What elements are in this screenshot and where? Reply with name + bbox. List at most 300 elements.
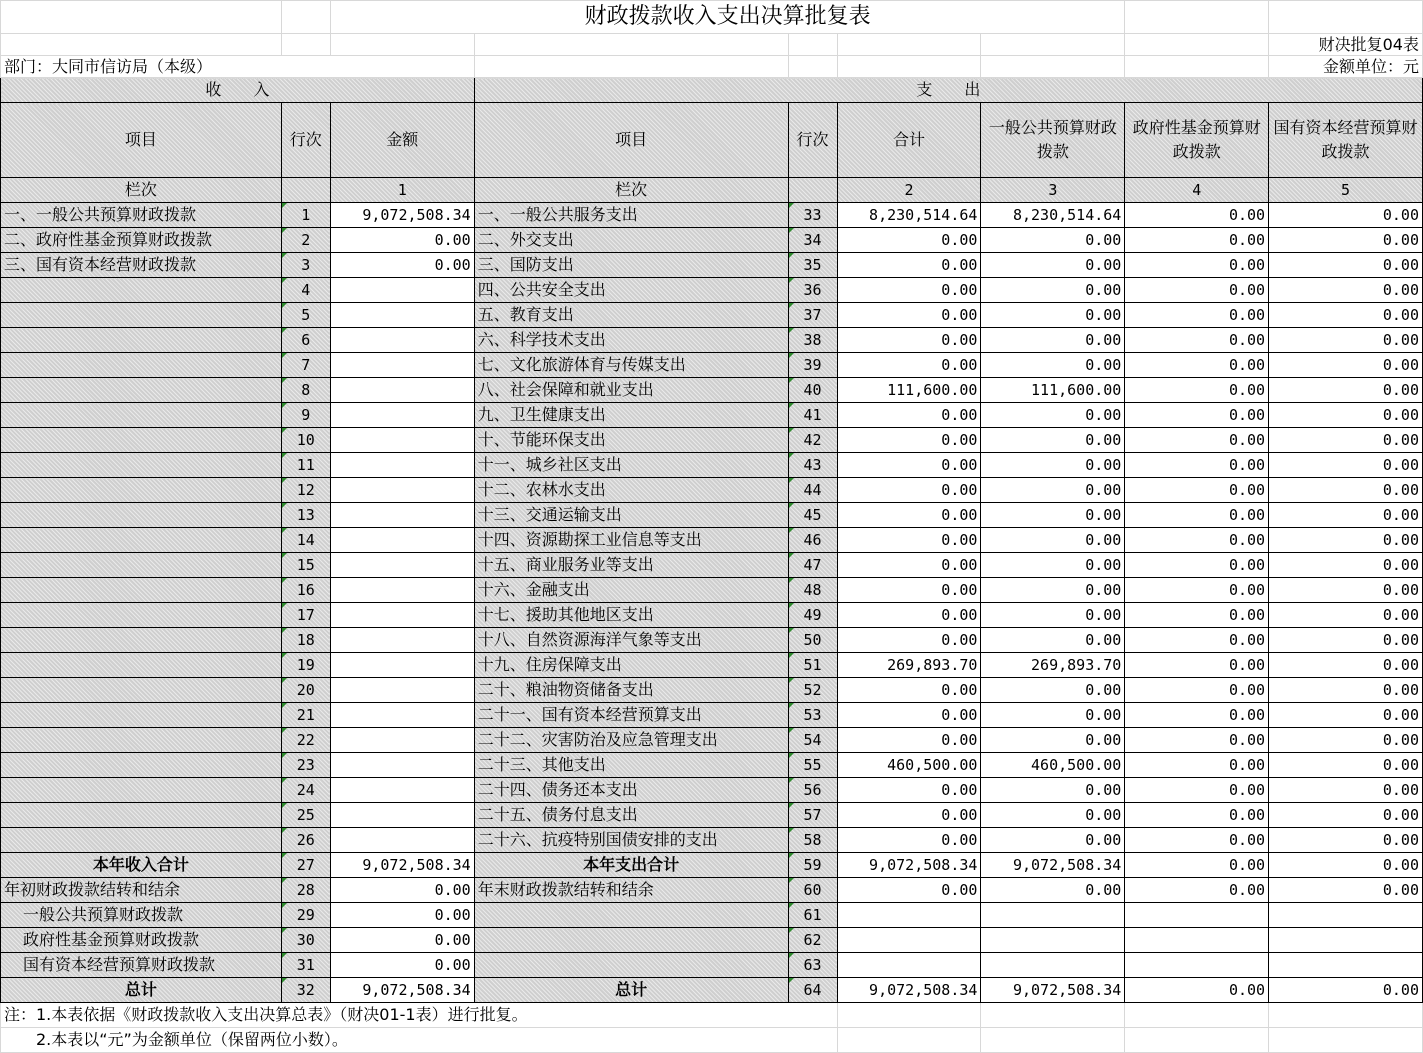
expense-item-cell[interactable]: 五、教育支出: [474, 303, 788, 328]
fund-cell[interactable]: 0.00: [1125, 478, 1269, 503]
general-cell[interactable]: 0.00: [981, 428, 1125, 453]
income-row-no-cell[interactable]: 6: [281, 328, 330, 353]
income-amount-cell[interactable]: 0.00: [330, 928, 474, 953]
income-row-no-cell[interactable]: 19: [281, 653, 330, 678]
total-cell[interactable]: 0.00: [837, 503, 981, 528]
capital-cell[interactable]: 0.00: [1269, 378, 1423, 403]
general-cell[interactable]: 0.00: [981, 703, 1125, 728]
income-amount-cell[interactable]: [330, 603, 474, 628]
general-cell[interactable]: [981, 903, 1125, 928]
fund-cell[interactable]: 0.00: [1125, 678, 1269, 703]
expense-row-no-cell[interactable]: 57: [788, 803, 837, 828]
general-cell[interactable]: 0.00: [981, 528, 1125, 553]
income-amount-cell[interactable]: [330, 303, 474, 328]
capital-cell[interactable]: 0.00: [1269, 653, 1423, 678]
expense-row-no-cell[interactable]: 60: [788, 878, 837, 903]
expense-item-cell[interactable]: 九、卫生健康支出: [474, 403, 788, 428]
balance-sub-item[interactable]: 国有资本经营预算财政拨款: [1, 953, 282, 978]
total-cell[interactable]: 0.00: [837, 328, 981, 353]
income-row-no-cell[interactable]: 7: [281, 353, 330, 378]
income-row-no-cell[interactable]: 10: [281, 428, 330, 453]
income-item-cell[interactable]: [1, 678, 282, 703]
income-row-no-cell[interactable]: 3: [281, 253, 330, 278]
capital-cell[interactable]: 0.00: [1269, 328, 1423, 353]
income-row-no-cell[interactable]: 20: [281, 678, 330, 703]
capital-cell[interactable]: 0.00: [1269, 803, 1423, 828]
capital-cell[interactable]: 0.00: [1269, 403, 1423, 428]
general-cell[interactable]: [981, 928, 1125, 953]
total-cell[interactable]: 0.00: [837, 353, 981, 378]
fund-cell[interactable]: 0.00: [1125, 253, 1269, 278]
total-cell[interactable]: 0.00: [837, 803, 981, 828]
department-label[interactable]: 部门：大同市信访局（本级）: [1, 56, 475, 78]
total-cell[interactable]: 0.00: [837, 703, 981, 728]
income-row-no-cell[interactable]: 5: [281, 303, 330, 328]
income-amount-cell[interactable]: [330, 728, 474, 753]
general-cell[interactable]: 0.00: [981, 553, 1125, 578]
income-row-no-cell[interactable]: 9: [281, 403, 330, 428]
general-cell[interactable]: 0.00: [981, 578, 1125, 603]
capital-cell[interactable]: 0.00: [1269, 753, 1423, 778]
general-cell[interactable]: 0.00: [981, 828, 1125, 853]
income-amount-cell[interactable]: [330, 503, 474, 528]
income-amount-cell[interactable]: [330, 778, 474, 803]
general-cell[interactable]: 0.00: [981, 678, 1125, 703]
col-header-total[interactable]: 合计: [837, 103, 981, 178]
capital-cell[interactable]: 0.00: [1269, 703, 1423, 728]
total-cell[interactable]: 0.00: [837, 528, 981, 553]
fund-cell[interactable]: 0.00: [1125, 803, 1269, 828]
expense-item-cell[interactable]: 十九、住房保障支出: [474, 653, 788, 678]
general-cell[interactable]: 0.00: [981, 778, 1125, 803]
expense-row-no-cell[interactable]: 61: [788, 903, 837, 928]
total-cell[interactable]: 0.00: [837, 253, 981, 278]
income-row-no-cell[interactable]: 1: [281, 203, 330, 228]
expense-row-no-cell[interactable]: 64: [788, 978, 837, 1003]
expense-row-no-cell[interactable]: 55: [788, 753, 837, 778]
income-amount-cell[interactable]: 0.00: [330, 903, 474, 928]
note-text[interactable]: 2.本表以“元”为金额单位（保留两位小数）。: [1, 1028, 838, 1053]
income-row-no-cell[interactable]: 18: [281, 628, 330, 653]
expense-item-cell[interactable]: 二十二、灾害防治及应急管理支出: [474, 728, 788, 753]
expense-row-no-cell[interactable]: 45: [788, 503, 837, 528]
income-amount-cell[interactable]: [330, 528, 474, 553]
begin-balance-value[interactable]: 0.00: [330, 878, 474, 903]
expense-item-cell[interactable]: 十四、资源勘探工业信息等支出: [474, 528, 788, 553]
general-cell[interactable]: 0.00: [981, 228, 1125, 253]
fund-cell[interactable]: 0.00: [1125, 278, 1269, 303]
capital-cell[interactable]: 0.00: [1269, 628, 1423, 653]
fund-cell[interactable]: 0.00: [1125, 228, 1269, 253]
income-amount-cell[interactable]: [330, 553, 474, 578]
income-amount-cell[interactable]: [330, 353, 474, 378]
general-cell[interactable]: 0.00: [981, 403, 1125, 428]
expense-row-no-cell[interactable]: 54: [788, 728, 837, 753]
income-item-cell[interactable]: [1, 428, 282, 453]
expense-item-cell[interactable]: 六、科学技术支出: [474, 328, 788, 353]
capital-cell[interactable]: 0.00: [1269, 578, 1423, 603]
income-amount-cell[interactable]: [330, 703, 474, 728]
total-cell[interactable]: 269,893.70: [837, 653, 981, 678]
capital-cell[interactable]: 0.00: [1269, 853, 1423, 878]
income-row-no-cell[interactable]: 31: [281, 953, 330, 978]
income-row-no-cell[interactable]: 11: [281, 453, 330, 478]
general-cell[interactable]: 0.00: [981, 253, 1125, 278]
expense-item-cell[interactable]: 七、文化旅游体育与传媒支出: [474, 353, 788, 378]
capital-cell[interactable]: 0.00: [1269, 453, 1423, 478]
total-cell[interactable]: 0.00: [837, 603, 981, 628]
income-group-header[interactable]: 收 入: [1, 78, 475, 103]
expense-row-no-cell[interactable]: 39: [788, 353, 837, 378]
fund-cell[interactable]: 0.00: [1125, 428, 1269, 453]
capital-cell[interactable]: 0.00: [1269, 828, 1423, 853]
income-item-cell[interactable]: [1, 628, 282, 653]
expense-item-cell[interactable]: 十七、援助其他地区支出: [474, 603, 788, 628]
expense-row-no-cell[interactable]: 38: [788, 328, 837, 353]
col-header-capital[interactable]: 国有资本经营预算财政拨款: [1269, 103, 1423, 178]
income-item-cell[interactable]: [1, 728, 282, 753]
total-cell[interactable]: 0.00: [837, 628, 981, 653]
annual-expense-total-label[interactable]: 本年支出合计: [474, 853, 788, 878]
total-cell[interactable]: 460,500.00: [837, 753, 981, 778]
expense-row-no-cell[interactable]: 46: [788, 528, 837, 553]
expense-item-cell[interactable]: 二十四、债务还本支出: [474, 778, 788, 803]
expense-row-no-cell[interactable]: 48: [788, 578, 837, 603]
balance-sub-item[interactable]: 一般公共预算财政拨款: [1, 903, 282, 928]
col-index-label-expense[interactable]: 栏次: [474, 178, 788, 203]
expense-row-no-cell[interactable]: 53: [788, 703, 837, 728]
income-amount-cell[interactable]: 0.00: [330, 953, 474, 978]
total-cell[interactable]: 0.00: [837, 428, 981, 453]
income-item-cell[interactable]: [1, 478, 282, 503]
total-cell[interactable]: 0.00: [837, 303, 981, 328]
capital-cell[interactable]: 0.00: [1269, 553, 1423, 578]
income-row-no-cell[interactable]: 4: [281, 278, 330, 303]
expense-item-cell[interactable]: [474, 928, 788, 953]
capital-cell[interactable]: 0.00: [1269, 278, 1423, 303]
end-balance-label[interactable]: 年末财政拨款结转和结余: [474, 878, 788, 903]
income-amount-cell[interactable]: [330, 378, 474, 403]
expense-row-no-cell[interactable]: 44: [788, 478, 837, 503]
col-header-general[interactable]: 一般公共预算财政拨款: [981, 103, 1125, 178]
expense-row-no-cell[interactable]: 40: [788, 378, 837, 403]
expense-row-no-cell[interactable]: 41: [788, 403, 837, 428]
col-index-3[interactable]: 3: [981, 178, 1125, 203]
income-amount-cell[interactable]: 9,072,508.34: [330, 203, 474, 228]
general-cell[interactable]: 111,600.00: [981, 378, 1125, 403]
expense-item-cell[interactable]: 十五、商业服务业等支出: [474, 553, 788, 578]
fund-cell[interactable]: 0.00: [1125, 653, 1269, 678]
general-cell[interactable]: 0.00: [981, 603, 1125, 628]
income-row-no-cell[interactable]: 32: [281, 978, 330, 1003]
col-index-label[interactable]: 栏次: [1, 178, 282, 203]
expense-row-no-cell[interactable]: 33: [788, 203, 837, 228]
annual-income-total-label[interactable]: 本年收入合计: [1, 853, 282, 878]
income-amount-cell[interactable]: [330, 403, 474, 428]
expense-item-cell[interactable]: 十一、城乡社区支出: [474, 453, 788, 478]
col-index-2[interactable]: 2: [837, 178, 981, 203]
expense-item-cell[interactable]: 十八、自然资源海洋气象等支出: [474, 628, 788, 653]
expense-item-cell[interactable]: 二十一、国有资本经营预算支出: [474, 703, 788, 728]
general-cell[interactable]: 0.00: [981, 628, 1125, 653]
total-cell[interactable]: 0.00: [837, 578, 981, 603]
capital-cell[interactable]: [1269, 953, 1423, 978]
fund-cell[interactable]: 0.00: [1125, 728, 1269, 753]
fund-cell[interactable]: 0.00: [1125, 878, 1269, 903]
expense-row-no-cell[interactable]: 50: [788, 628, 837, 653]
expense-item-cell[interactable]: 十六、金融支出: [474, 578, 788, 603]
grand-total-income-value[interactable]: 9,072,508.34: [330, 978, 474, 1003]
capital-cell[interactable]: 0.00: [1269, 478, 1423, 503]
expense-row-no-cell[interactable]: 47: [788, 553, 837, 578]
capital-cell[interactable]: 0.00: [1269, 878, 1423, 903]
capital-cell[interactable]: 0.00: [1269, 353, 1423, 378]
income-amount-cell[interactable]: [330, 478, 474, 503]
total-cell[interactable]: 8,230,514.64: [837, 203, 981, 228]
income-amount-cell[interactable]: [330, 653, 474, 678]
income-row-no-cell[interactable]: 15: [281, 553, 330, 578]
fund-cell[interactable]: 0.00: [1125, 753, 1269, 778]
expense-item-cell[interactable]: 八、社会保障和就业支出: [474, 378, 788, 403]
expense-row-no-cell[interactable]: 56: [788, 778, 837, 803]
income-row-no-cell[interactable]: 8: [281, 378, 330, 403]
income-amount-cell[interactable]: [330, 753, 474, 778]
total-cell[interactable]: [837, 953, 981, 978]
form-code[interactable]: 财决批复04表: [1269, 34, 1423, 56]
expense-item-cell[interactable]: 二、外交支出: [474, 228, 788, 253]
fund-cell[interactable]: 0.00: [1125, 553, 1269, 578]
expense-item-cell[interactable]: 二十三、其他支出: [474, 753, 788, 778]
capital-cell[interactable]: 0.00: [1269, 253, 1423, 278]
fund-cell[interactable]: 0.00: [1125, 778, 1269, 803]
capital-cell[interactable]: 0.00: [1269, 428, 1423, 453]
capital-cell[interactable]: 0.00: [1269, 778, 1423, 803]
income-row-no-cell[interactable]: 26: [281, 828, 330, 853]
income-amount-cell[interactable]: [330, 328, 474, 353]
total-cell[interactable]: 0.00: [837, 778, 981, 803]
income-row-no-cell[interactable]: 24: [281, 778, 330, 803]
grand-total-expense-label[interactable]: 总计: [474, 978, 788, 1003]
expense-row-no-cell[interactable]: 49: [788, 603, 837, 628]
expense-item-cell[interactable]: 四、公共安全支出: [474, 278, 788, 303]
income-amount-cell[interactable]: [330, 453, 474, 478]
income-row-no-cell[interactable]: 27: [281, 853, 330, 878]
fund-cell[interactable]: 0.00: [1125, 853, 1269, 878]
income-row-no-cell[interactable]: 16: [281, 578, 330, 603]
fund-cell[interactable]: [1125, 903, 1269, 928]
income-row-no-cell[interactable]: 22: [281, 728, 330, 753]
general-cell[interactable]: 9,072,508.34: [981, 853, 1125, 878]
general-cell[interactable]: 0.00: [981, 728, 1125, 753]
total-cell[interactable]: [837, 928, 981, 953]
income-item-cell[interactable]: [1, 778, 282, 803]
expense-row-no-cell[interactable]: 58: [788, 828, 837, 853]
fund-cell[interactable]: 0.00: [1125, 303, 1269, 328]
unit-label[interactable]: 金额单位：元: [1269, 56, 1423, 78]
total-cell[interactable]: 0.00: [837, 728, 981, 753]
fund-cell[interactable]: 0.00: [1125, 203, 1269, 228]
capital-cell[interactable]: 0.00: [1269, 528, 1423, 553]
expense-item-cell[interactable]: 十、节能环保支出: [474, 428, 788, 453]
income-item-cell[interactable]: [1, 328, 282, 353]
capital-cell[interactable]: 0.00: [1269, 228, 1423, 253]
expense-row-no-cell[interactable]: 43: [788, 453, 837, 478]
income-row-no-cell[interactable]: 21: [281, 703, 330, 728]
expense-item-cell[interactable]: 一、一般公共服务支出: [474, 203, 788, 228]
grand-total-income-label[interactable]: 总计: [1, 978, 282, 1003]
col-header-income-row-no[interactable]: 行次: [281, 103, 330, 178]
income-item-cell[interactable]: [1, 453, 282, 478]
income-item-cell[interactable]: [1, 653, 282, 678]
fund-cell[interactable]: 0.00: [1125, 628, 1269, 653]
fund-cell[interactable]: 0.00: [1125, 453, 1269, 478]
total-cell[interactable]: 0.00: [837, 278, 981, 303]
expense-item-cell[interactable]: 三、国防支出: [474, 253, 788, 278]
expense-row-no-cell[interactable]: 42: [788, 428, 837, 453]
total-cell[interactable]: 0.00: [837, 828, 981, 853]
income-item-cell[interactable]: [1, 378, 282, 403]
col-index-1[interactable]: 1: [330, 178, 474, 203]
general-cell[interactable]: 0.00: [981, 878, 1125, 903]
income-item-cell[interactable]: [1, 703, 282, 728]
capital-cell[interactable]: 0.00: [1269, 503, 1423, 528]
note-text[interactable]: 注：1.本表依据《财政拨款收入支出决算总表》（财决01-1表）进行批复。: [1, 1003, 838, 1028]
general-cell[interactable]: 269,893.70: [981, 653, 1125, 678]
expense-item-cell[interactable]: 二十六、抗疫特别国债安排的支出: [474, 828, 788, 853]
page-title[interactable]: 财政拨款收入支出决算批复表: [330, 1, 1125, 34]
capital-cell[interactable]: 0.00: [1269, 978, 1423, 1003]
income-item-cell[interactable]: 二、政府性基金预算财政拨款: [1, 228, 282, 253]
expense-row-no-cell[interactable]: 63: [788, 953, 837, 978]
expense-group-header[interactable]: 支 出: [474, 78, 1422, 103]
income-amount-cell[interactable]: [330, 578, 474, 603]
income-item-cell[interactable]: [1, 278, 282, 303]
general-cell[interactable]: 0.00: [981, 328, 1125, 353]
capital-cell[interactable]: 0.00: [1269, 728, 1423, 753]
expense-item-cell[interactable]: [474, 953, 788, 978]
fund-cell[interactable]: 0.00: [1125, 528, 1269, 553]
col-index-5[interactable]: 5: [1269, 178, 1423, 203]
income-row-no-cell[interactable]: 25: [281, 803, 330, 828]
col-header-fund[interactable]: 政府性基金预算财政拨款: [1125, 103, 1269, 178]
total-cell[interactable]: 9,072,508.34: [837, 853, 981, 878]
income-item-cell[interactable]: 三、国有资本经营财政拨款: [1, 253, 282, 278]
general-cell[interactable]: 0.00: [981, 503, 1125, 528]
col-header-expense-item[interactable]: 项目: [474, 103, 788, 178]
general-cell[interactable]: [981, 953, 1125, 978]
income-row-no-cell[interactable]: 23: [281, 753, 330, 778]
income-amount-cell[interactable]: [330, 678, 474, 703]
annual-income-total-value[interactable]: 9,072,508.34: [330, 853, 474, 878]
income-row-no-cell[interactable]: 28: [281, 878, 330, 903]
fund-cell[interactable]: 0.00: [1125, 353, 1269, 378]
expense-item-cell[interactable]: 十三、交通运输支出: [474, 503, 788, 528]
expense-row-no-cell[interactable]: 37: [788, 303, 837, 328]
income-item-cell[interactable]: [1, 403, 282, 428]
income-item-cell[interactable]: [1, 753, 282, 778]
income-item-cell[interactable]: [1, 303, 282, 328]
total-cell[interactable]: 0.00: [837, 678, 981, 703]
income-item-cell[interactable]: [1, 603, 282, 628]
income-item-cell[interactable]: [1, 503, 282, 528]
income-amount-cell[interactable]: 0.00: [330, 228, 474, 253]
total-cell[interactable]: 9,072,508.34: [837, 978, 981, 1003]
general-cell[interactable]: 0.00: [981, 803, 1125, 828]
expense-row-no-cell[interactable]: 59: [788, 853, 837, 878]
fund-cell[interactable]: 0.00: [1125, 328, 1269, 353]
total-cell[interactable]: 111,600.00: [837, 378, 981, 403]
income-row-no-cell[interactable]: 13: [281, 503, 330, 528]
expense-item-cell[interactable]: 二十五、债务付息支出: [474, 803, 788, 828]
fund-cell[interactable]: [1125, 928, 1269, 953]
income-amount-cell[interactable]: [330, 803, 474, 828]
income-row-no-cell[interactable]: 17: [281, 603, 330, 628]
general-cell[interactable]: 0.00: [981, 478, 1125, 503]
capital-cell[interactable]: 0.00: [1269, 603, 1423, 628]
income-row-no-cell[interactable]: 12: [281, 478, 330, 503]
income-row-no-cell[interactable]: 29: [281, 903, 330, 928]
total-cell[interactable]: 0.00: [837, 453, 981, 478]
balance-sub-item[interactable]: 政府性基金预算财政拨款: [1, 928, 282, 953]
income-item-cell[interactable]: [1, 553, 282, 578]
fund-cell[interactable]: 0.00: [1125, 828, 1269, 853]
income-item-cell[interactable]: [1, 528, 282, 553]
general-cell[interactable]: 0.00: [981, 278, 1125, 303]
capital-cell[interactable]: 0.00: [1269, 303, 1423, 328]
total-cell[interactable]: 0.00: [837, 878, 981, 903]
capital-cell[interactable]: 0.00: [1269, 678, 1423, 703]
col-header-income-item[interactable]: 项目: [1, 103, 282, 178]
income-row-no-cell[interactable]: 2: [281, 228, 330, 253]
income-item-cell[interactable]: [1, 803, 282, 828]
fund-cell[interactable]: 0.00: [1125, 603, 1269, 628]
income-amount-cell[interactable]: 0.00: [330, 253, 474, 278]
expense-row-no-cell[interactable]: 36: [788, 278, 837, 303]
income-amount-cell[interactable]: [330, 628, 474, 653]
expense-row-no-cell[interactable]: 35: [788, 253, 837, 278]
total-cell[interactable]: 0.00: [837, 403, 981, 428]
general-cell[interactable]: 0.00: [981, 353, 1125, 378]
general-cell[interactable]: 8,230,514.64: [981, 203, 1125, 228]
begin-balance-label[interactable]: 年初财政拨款结转和结余: [1, 878, 282, 903]
income-amount-cell[interactable]: [330, 428, 474, 453]
fund-cell[interactable]: 0.00: [1125, 703, 1269, 728]
expense-row-no-cell[interactable]: 34: [788, 228, 837, 253]
total-cell[interactable]: 0.00: [837, 553, 981, 578]
total-cell[interactable]: [837, 903, 981, 928]
income-item-cell[interactable]: [1, 828, 282, 853]
general-cell[interactable]: 460,500.00: [981, 753, 1125, 778]
income-amount-cell[interactable]: [330, 278, 474, 303]
fund-cell[interactable]: 0.00: [1125, 503, 1269, 528]
income-amount-cell[interactable]: [330, 828, 474, 853]
expense-row-no-cell[interactable]: 52: [788, 678, 837, 703]
capital-cell[interactable]: [1269, 903, 1423, 928]
fund-cell[interactable]: [1125, 953, 1269, 978]
col-index-4[interactable]: 4: [1125, 178, 1269, 203]
income-row-no-cell[interactable]: 14: [281, 528, 330, 553]
income-item-cell[interactable]: [1, 353, 282, 378]
general-cell[interactable]: 9,072,508.34: [981, 978, 1125, 1003]
expense-item-cell[interactable]: [474, 903, 788, 928]
income-row-no-cell[interactable]: 30: [281, 928, 330, 953]
general-cell[interactable]: 0.00: [981, 303, 1125, 328]
general-cell[interactable]: 0.00: [981, 453, 1125, 478]
col-header-amount[interactable]: 金额: [330, 103, 474, 178]
expense-row-no-cell[interactable]: 51: [788, 653, 837, 678]
fund-cell[interactable]: 0.00: [1125, 378, 1269, 403]
expense-item-cell[interactable]: 十二、农林水支出: [474, 478, 788, 503]
